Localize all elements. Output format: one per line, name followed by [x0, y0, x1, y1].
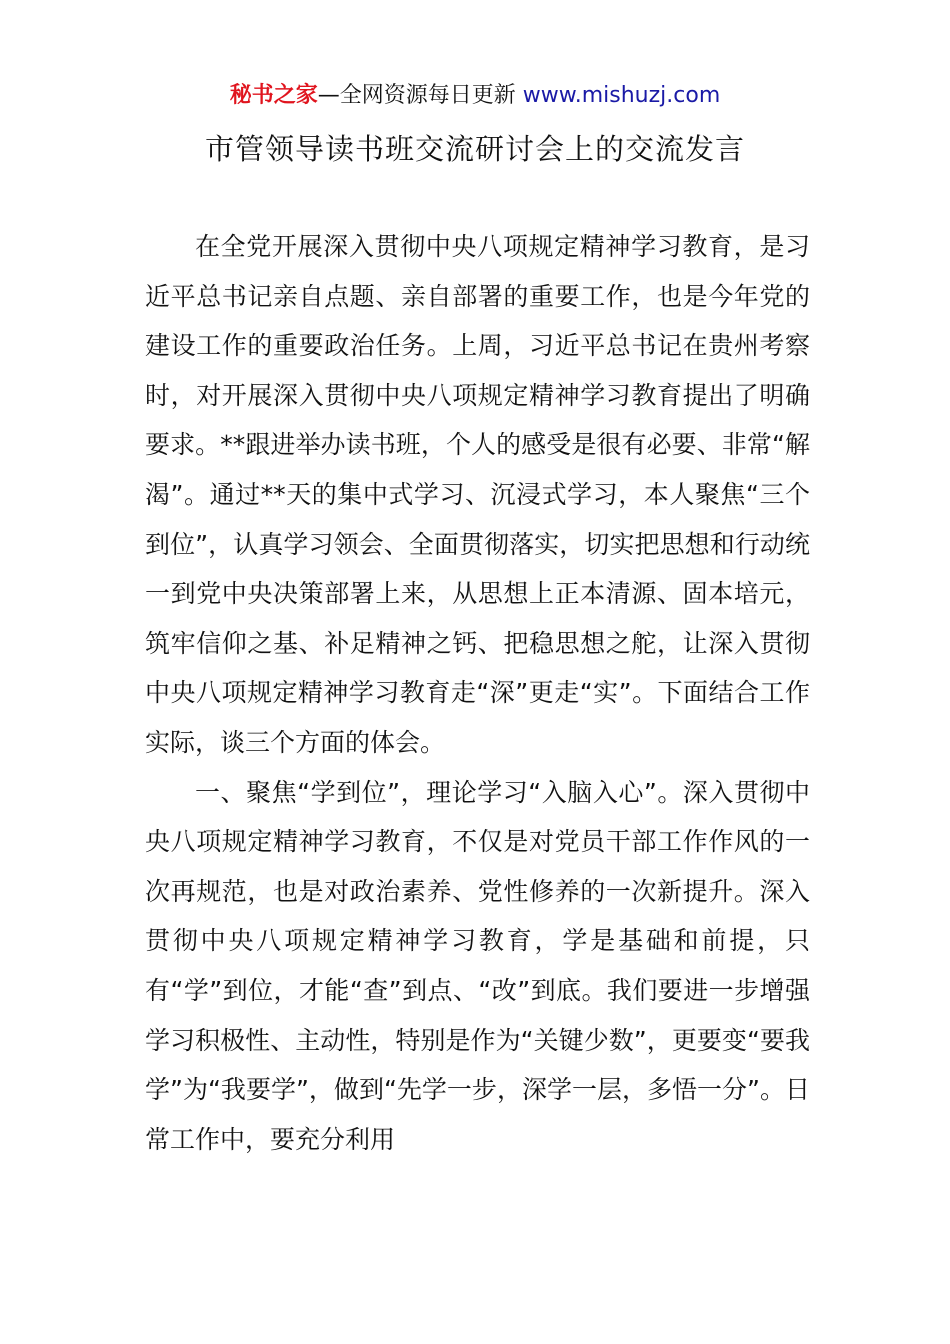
document-body — [145, 222, 810, 1164]
brand-name: 秘书之家 — [229, 83, 318, 108]
paragraph-section-one: 一、聚焦“学到位”，理论学习“入脑入心”。深入贯彻中央八项规定精神学习教育，不仅是对党员干部工作作风的一次再规范，也是对政治素养、党性修养的一次新提升。深入贯彻中央八项规定精神学习教育，学是基础和前提，只有“学”到位，才能“查”到点、“改”到底。我们要进一步增强学习积极性、主动性，特别是作为“关键少数”，更要变“要我学”为“我要学”，做到“先学一步，深学一层，多悟一分”。日常工作中，要充分利用 — [145, 777, 810, 1154]
header-tagline: —全网资源每日更新 — [317, 83, 516, 108]
site-url-link[interactable]: www.mishuzj.com — [522, 83, 721, 108]
document-title: 市管领导读书班交流研讨会上的交流发言 — [204, 132, 745, 166]
site-header — [0, 82, 950, 110]
paragraph-intro: 在全党开展深入贯彻中央八项规定精神学习教育，是习近平总书记亲自点题、亲自部署的重要工作，也是今年党的建设工作的重要政治任务。上周，习近平总书记在贵州考察时，对开展深入贯彻中央八项规定精神学习教育提出了明确要求。**跟进举办读书班，个人的感受是很有必要、非常“解渴”。通过**天的集中式学习、沉浸式学习，本人聚焦“三个到位”，认真学习领会、全面贯彻落实，切实把思想和行动统一到党中央决策部署上来，从思想上正本清源、固本培元，筑牢信仰之基、补足精神之钙、把稳思想之舵，让深入贯彻中央八项规定精神学习教育走“深”更走“实”。下面结合工作实际，谈三个方面的体会。 — [145, 232, 810, 757]
